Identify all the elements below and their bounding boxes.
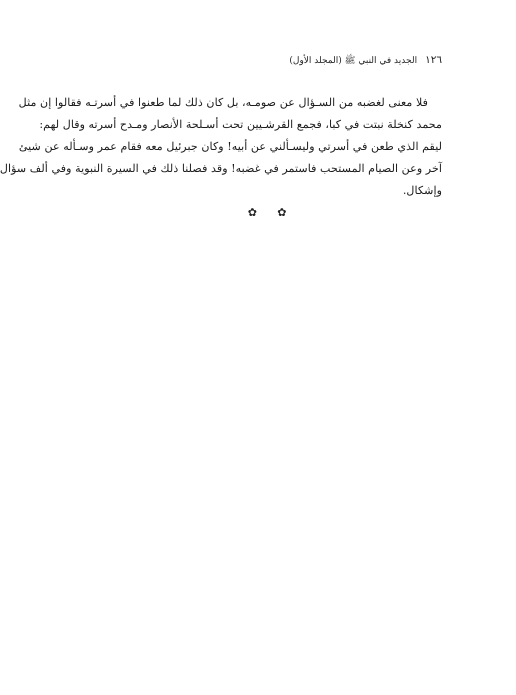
paragraph-line: وإشكال. xyxy=(402,184,442,197)
running-header xyxy=(93,54,442,70)
paragraph-line: ليقم الذي طعن في أسرتي وليسـألني عن أبيه! وكان جبرئيل معه فقام عمر وسـأله عن شيئ xyxy=(18,140,442,153)
flower-ornament-icon: ✿ xyxy=(277,206,295,219)
paragraph-line: محمد كنخلة نبتت في كبا، فجمع القرشـيين تحت أسـلحة الأنصار ومـدح أسرته وقال لهم: xyxy=(39,118,442,131)
flower-ornament-icon: ✿ xyxy=(247,206,265,219)
book-title: الجديد في النبي ﷺ (المجلد الأول) xyxy=(289,56,418,66)
body-paragraph xyxy=(0,92,442,202)
section-separator xyxy=(19,206,516,219)
paragraph-line: فلا معنى لغضبه من السـؤال عن صومـه، بل كان ذلك لما طعنوا في أسرتـه فقالوا إن مثل xyxy=(18,96,428,109)
page-number: ١٢٦ xyxy=(425,54,442,66)
paragraph-line: آخر وعن الصيام المستحب فاستمر في غضبه! وقد فصلنا ذلك في السيرة النبوية وفي ألف سؤال xyxy=(0,162,442,175)
